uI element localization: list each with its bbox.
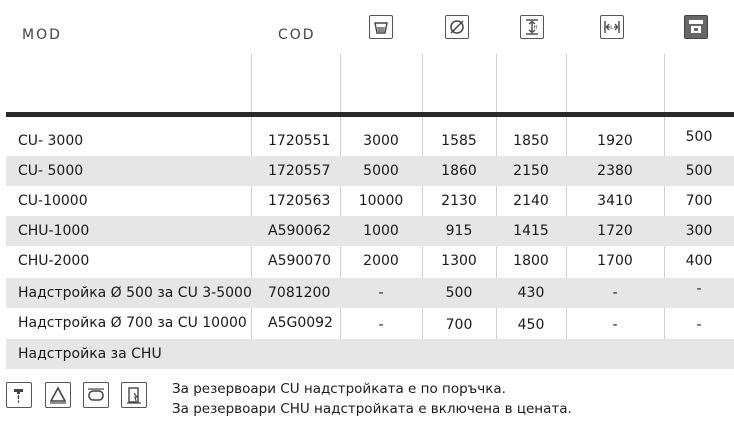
height-icon <box>520 15 544 39</box>
diameter-icon <box>445 15 469 39</box>
header-mod: MOD <box>22 27 62 43</box>
table-row <box>6 278 734 308</box>
diameter-cell: 2130 <box>441 193 477 209</box>
code-cell: 1720563 <box>268 193 331 209</box>
height-cell: 2150 <box>513 163 549 179</box>
model-cell: CHU-2000 <box>18 253 90 269</box>
weight-cell: - <box>696 317 702 333</box>
table-row <box>6 246 734 276</box>
capacity-cell: 10000 <box>358 193 404 209</box>
svg-text:H: H <box>533 25 538 31</box>
capacity-cell: 5000 <box>363 163 399 179</box>
diameter-cell: 915 <box>445 223 473 239</box>
svg-text:L: L <box>610 25 614 31</box>
width-cell: - <box>612 317 618 333</box>
table-row <box>6 126 734 156</box>
code-cell: 1720551 <box>268 133 331 149</box>
weight-cell: 300 <box>685 223 713 239</box>
model-cell: CU-10000 <box>18 193 88 209</box>
footer-note: За резервоари CHU надстройката е включена в цената. <box>172 401 572 417</box>
model-cell: Надстройка Ø 500 за CU 3-5000 <box>18 285 252 301</box>
diameter-cell: 1585 <box>441 133 477 149</box>
tap-icon <box>6 382 32 408</box>
weight-cell: 400 <box>685 253 713 269</box>
capacity-cell: - <box>378 285 384 301</box>
width-cell: 1720 <box>597 223 633 239</box>
code-cell: A5G0092 <box>268 315 333 331</box>
capacity-icon <box>369 15 393 39</box>
width-cell: 3410 <box>597 193 633 209</box>
width-cell: 2380 <box>597 163 633 179</box>
code-cell: 7081200 <box>268 285 331 301</box>
code-cell: A590062 <box>268 223 332 239</box>
door-icon <box>121 382 147 408</box>
diameter-cell: 700 <box>445 317 473 333</box>
height-cell: 450 <box>517 317 545 333</box>
model-cell: CHU-1000 <box>18 223 90 239</box>
code-cell: 1720557 <box>268 163 331 179</box>
height-cell: 1415 <box>513 223 549 239</box>
width-cell: 1920 <box>597 133 633 149</box>
tank-icon <box>83 382 109 408</box>
warning-triangle-icon <box>45 382 71 408</box>
table-row <box>6 339 734 369</box>
weight-cell: 500 <box>685 129 713 145</box>
capacity-cell: 1000 <box>363 223 399 239</box>
height-cell: 2140 <box>513 193 549 209</box>
model-cell: Надстройка за CHU <box>18 346 162 362</box>
model-cell: Надстройка Ø 700 за CU 10000 <box>18 315 247 331</box>
model-cell: CU- 3000 <box>18 133 84 149</box>
width-icon <box>600 15 624 39</box>
weight-icon <box>684 15 708 39</box>
weight-cell: 700 <box>685 193 713 209</box>
capacity-cell: 2000 <box>363 253 399 269</box>
header-cod: COD <box>278 27 316 43</box>
code-cell: A590070 <box>268 253 332 269</box>
diameter-cell: 1300 <box>441 253 477 269</box>
table-row <box>6 156 734 186</box>
diameter-cell: 1860 <box>441 163 477 179</box>
model-cell: CU- 5000 <box>18 163 84 179</box>
width-cell: 1700 <box>597 253 633 269</box>
table-row <box>6 216 734 246</box>
width-cell: - <box>612 285 618 301</box>
height-cell: 1800 <box>513 253 549 269</box>
height-cell: 430 <box>517 285 545 301</box>
capacity-cell: 3000 <box>363 133 399 149</box>
footer-note: За резервоари CU надстройката е по поръчка. <box>172 381 506 397</box>
weight-cell: - <box>696 281 702 297</box>
header-separator <box>6 112 734 117</box>
diameter-cell: 500 <box>445 285 473 301</box>
table-row <box>6 308 734 338</box>
table-row <box>6 186 734 216</box>
capacity-cell: - <box>378 317 384 333</box>
height-cell: 1850 <box>513 133 549 149</box>
weight-cell: 500 <box>685 163 713 179</box>
